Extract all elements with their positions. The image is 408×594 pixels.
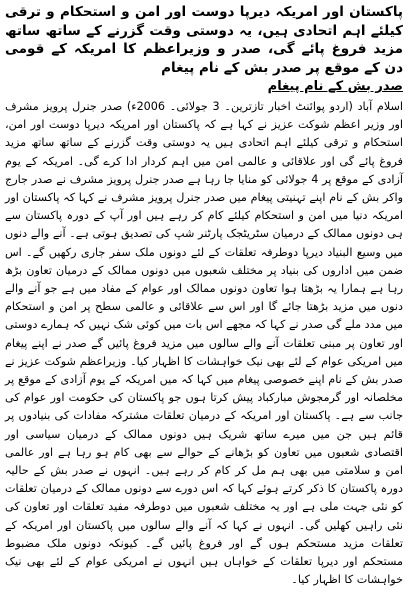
article-subheading: صدر بش کے نام پیغام bbox=[267, 79, 403, 94]
article-headline: پاکستان اور امریکہ دیرپا دوست اور امن و استحکام و ترقی کیلئے اہم اتحادی ہیں، یہ دوستی وقت گزرنے کے ساتھ ساتھ مزید فروغ پائے گی، صدر و وزیراعظم کا امریکہ کے قومی دن کے موقع پر صدر بش کے نام پیغام bbox=[5, 4, 403, 76]
article-body: اسلام آباد (اردو پوائنٹ اخبار تازترین۔ 3 جولائی۔ 2006ء) صدر جنرل پرویز مشرف اور وزیر اعظم شوکت عزیز نے کہا ہے کہ پاکستان اور امریکہ دیرپا دوست اور امن، استحکام و ترقی کیلئے اہم اتحادی ہیں یہ دوستی وقت گزرنے کے ساتھ ساتھ مزید فروغ پائے گی اور علاقائی و عالمی امن میں اہم کردار ادا کرے گی۔ امریکہ کے یوم آزادی کے موقع پر 4 جولائی کو منایا جا رہا ہے صدر جنرل پرویز مشرف نے صدر جارج واکر بش کے نام اپنے تہنیتی پیغام میں صدر جنرل پرویز مشرف نے کہا کہ پاکستان اور امریکہ دنیا میں امن و استحکام کیلئے کام کر رہے ہیں اور آپ کے دورہ پاکستان سے ہی دونوں ممالک کے درمیان سٹریٹجک پارٹنر شپ کی تصدیق ہوتی ہے۔ آنے والے دنوں میں وسیع البنیاد دیرپا دوطرفہ تعلقات کے لئے دونوں ملک سفر جاری رکھیں گے۔ اس ضمن میں اداروں کی بنیاد پر مختلف شعبوں میں دونوں ممالک کے درمیان تعاون بڑھ رہا ہے ہمارا یہ بڑھتا ہوا تعاون دونوں ممالک اور عوام کے مفاد میں ہے جو آنے والے دنوں میں مزید بڑھتا جائے گا اور اس سے علاقائی و عالمی سطح پر امن و استحکام میں مدد ملے گی صدر نے کہا کہ مجھے اس بات میں کوئی شک نہیں کہ ہمارے دوستی اور تعاون پر مبنی تعلقات آنے والے سالوں میں مزید فروغ پائیں گے صدر نے اپنے پیغام میں امریکی عوام کے لئے بھی نیک خواہشات کا اظہار کیا۔ وزیراعظم شوکت عزیز نے صدر بش کے نام اپنے خصوصی پیغام میں کہا کہ میں امریکہ کے یوم آزادی کے موقع پر مخلصانہ اور گرمجوش مبارکباد پیش کرتا ہوں جو پاکستان کی حکومت اور عوام کی جانب سے ہے۔ پاکستان اور امریکہ کے درمیان تعلقات مشترکہ مفادات کی بنیادوں پر قائم ہیں جن میں میرے ساتھ شریک ہیں دونوں ممالک کے درمیان سیاسی اور اقتصادی شعبوں میں تعاون کو بڑھانے کے حوالے سے بھی کام ہو رہا ہے اور عالمی امن و سلامتی میں بھی ہم مل کر کام کر رہے ہیں۔ انہوں نے صدر بش کے حالیہ دورہ پاکستان کا ذکر کرتے ہوئے کہا کہ اس دورے سے دونوں ممالک کے درمیان تعلقات کو نئی جہت ملی ہے اور یہ مختلف شعبوں میں دوطرفہ مفید تعلقات اور تعاون کی نئی راہیں کھلیں گی۔ انہوں نے کہا کہ آنے والے سالوں میں پاکستان اور امریکہ کے تعلقات مزید مستحکم ہوں گے اور فروغ پائیں گے۔ کیونکہ دونوں ملک مضبوط مستحکم اور دیرپا تعلقات کے خواہاں ہیں انہوں نے امریکی عوام کے لئے بھی نیک خواہشات کا اظہار کیا۔ bbox=[5, 100, 404, 587]
